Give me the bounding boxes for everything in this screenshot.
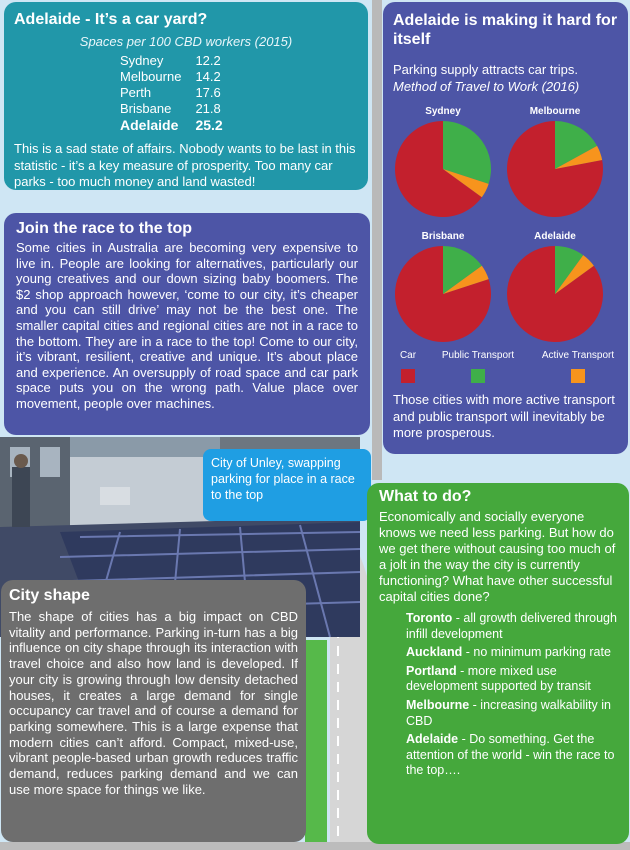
city-name: Melbourne xyxy=(120,69,182,84)
pie-brisbane xyxy=(388,231,498,349)
table-row xyxy=(120,53,229,69)
pie-sydney xyxy=(388,106,498,224)
pie-melbourne xyxy=(500,106,610,224)
list-item-city: Portland xyxy=(406,663,457,678)
city-name: Brisbane xyxy=(120,101,172,116)
legend-label-public-transport: Public Transport xyxy=(441,350,515,361)
list-item-text: - no minimum parking rate xyxy=(462,645,611,660)
what-to-do-panel xyxy=(367,483,629,844)
list-item-city: Melbourne xyxy=(406,697,470,712)
city-shape-panel xyxy=(1,580,306,842)
list-item xyxy=(406,698,617,729)
parking-supply-line: Parking supply attracts car trips. xyxy=(393,62,578,77)
list-item-text: - more mixed use development supported by transit xyxy=(406,663,591,694)
city-name: Perth xyxy=(120,85,152,100)
table-row-highlight xyxy=(120,117,229,133)
legend-label-car: Car xyxy=(399,350,417,361)
city-value: 17.6 xyxy=(195,85,221,100)
pie-svg xyxy=(500,117,610,219)
list-item-text: - Do something. Get the attention of the world - win the race to the top…. xyxy=(406,732,615,778)
race-body: Some cities in Australia are becoming very expensive to live in. People are looking for alternatives, particularly our young creatives and our down sizing baby boomers. The $2 shop approach however, ‘come to our city, it’s cheaper and you can still drive’ may not be the best one. The smaller capital cities and regional cities are not in a race to the bottom. They are in a race to the top! Come to our city, it’s vibrant, resilient, creative and unique. It’s about place and experience. An oversupply of road space and car park space puts you on the wrong path. Value place over movement, people over machines. xyxy=(16,240,358,411)
making-hard-panel xyxy=(383,2,628,454)
city-name: Adelaide xyxy=(120,117,179,133)
pie-svg xyxy=(388,242,498,344)
race-panel xyxy=(4,213,370,435)
car-yard-body: This is a sad state of affairs. Nobody wants to be last in this statistic - it’s a key measure of prosperity. Too many car parks - too much money and land wasted! xyxy=(14,141,356,189)
what-to-do-title: What to do? xyxy=(379,488,472,505)
legend-swatch-public-transport xyxy=(471,369,485,383)
city-shape-title: City shape xyxy=(9,587,90,604)
car-yard-subtitle: Spaces per 100 CBD workers (2015) xyxy=(79,34,293,49)
list-item xyxy=(406,611,617,642)
list-item-text: - all growth delivered through infill development xyxy=(406,611,617,641)
pie-label: Adelaide xyxy=(534,231,576,242)
city-value: 21.8 xyxy=(195,101,221,116)
race-title: Join the race to the top xyxy=(16,220,193,237)
what-to-do-body: Economically and socially everyone knows we need less parking. But how do we get there without causing too much of a jolt in the way the city is currently functioning? What have other successful capital cities done? xyxy=(379,509,616,604)
making-hard-title: Adelaide is making it hard for itself xyxy=(393,12,618,48)
city-value: 14.2 xyxy=(195,69,221,84)
list-item xyxy=(406,732,617,779)
legend-swatch-active-transport xyxy=(571,369,585,383)
table-row xyxy=(120,101,229,117)
photo-caption: City of Unley, swapping parking for place in a race to the top xyxy=(203,449,371,521)
pie-svg xyxy=(500,242,610,344)
parking-spaces-table xyxy=(120,53,229,133)
legend-swatch-car xyxy=(401,369,415,383)
chart-title: Method of Travel to Work (2016) xyxy=(393,79,580,94)
city-examples-list xyxy=(406,611,617,779)
table-row xyxy=(120,69,229,85)
list-item-city: Adelaide xyxy=(406,732,459,747)
table-row xyxy=(120,85,229,101)
list-item-city: Auckland xyxy=(406,645,463,660)
car-yard-panel xyxy=(4,2,368,190)
list-item xyxy=(406,664,617,695)
list-item xyxy=(406,645,617,661)
pie-svg xyxy=(388,117,498,219)
list-item-city: Toronto xyxy=(406,611,453,625)
list-item-text: - increasing walkability in CBD xyxy=(406,697,611,728)
city-shape-body: The shape of cities has a big impact on CBD vitality and performance. Parking in-turn has a big influence on city shape through its interaction with travel choice and also how land is developed. If your city is growing through low density detached houses, it creates a large demand for single occupancy car travel and of course a demand for parking somewhere. This is a large expense that modern cities can’t afford. Compact, mixed-use, vibrant people-based urban growth reduces traffic demand, reduces parking demand and we can use more space for things we like. xyxy=(9,609,298,797)
car-yard-title: Adelaide - It’s a car yard? xyxy=(14,11,208,28)
making-hard-footer: Those cities with more active transport and public transport will inevitably be more prosperous. xyxy=(393,392,615,440)
pie-label: Sydney xyxy=(425,106,461,117)
pie-adelaide xyxy=(500,231,610,349)
city-value: 25.2 xyxy=(195,117,223,133)
pie-label: Melbourne xyxy=(529,106,581,117)
pie-label: Brisbane xyxy=(421,231,465,242)
making-hard-text xyxy=(393,61,618,95)
city-name: Sydney xyxy=(120,53,164,68)
city-value: 12.2 xyxy=(195,53,221,68)
legend-label-active-transport: Active Transport xyxy=(541,350,615,361)
